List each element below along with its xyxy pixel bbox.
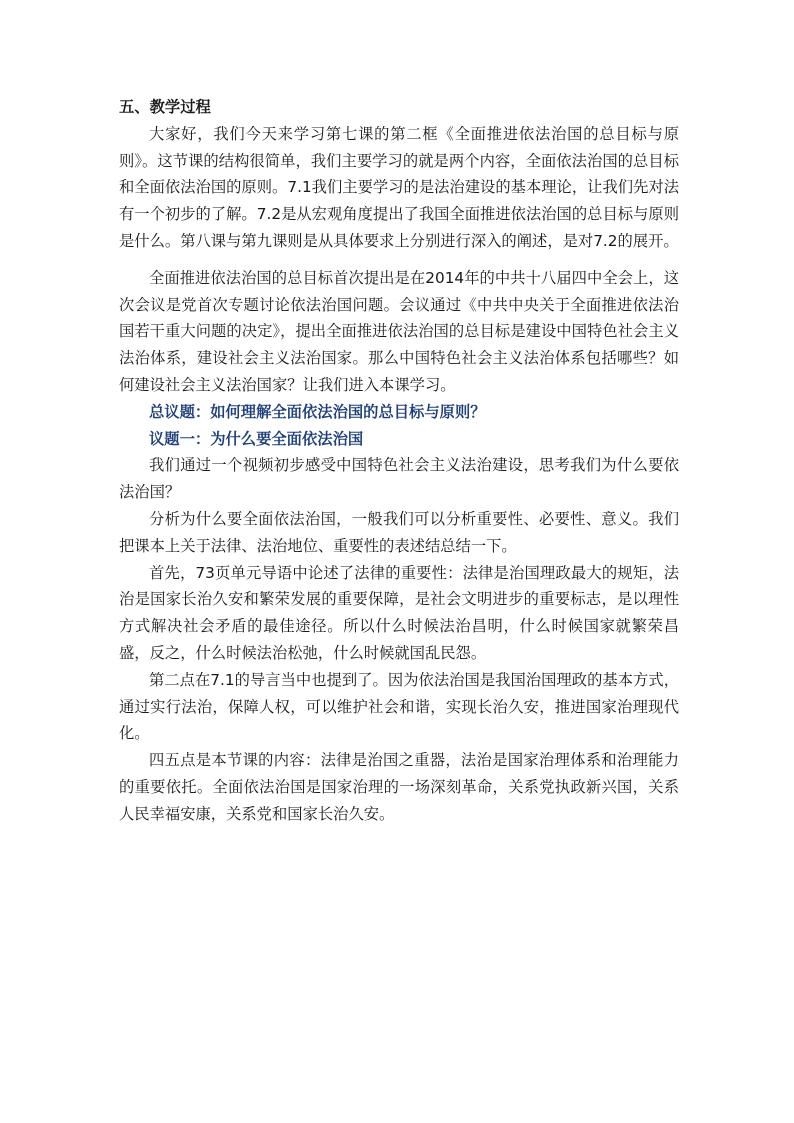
- section-title: 五、教学过程: [119, 98, 211, 116]
- paragraph-first-point: 首先，73页单元导语中论述了法律的重要性：法律是治国理政最大的规矩，法治是国家长治久安和繁荣发展的重要保障，是社会文明进步的重要标志，是以理性方式解决社会矛盾的最佳途径。所以什么时候法治昌明，什么时候国家就繁荣昌盛，反之，什么时候法治松弛，什么时候就国乱民怨。: [119, 563, 679, 662]
- topic-one: 议题一：为什么要全面依法治国: [149, 429, 364, 448]
- paragraph-fourth-fifth-point: 四五点是本节课的内容：法律是治国之重器，法治是国家治理体系和治理能力的重要依托。全面依法治国是国家治理的一场深刻革命，关系党执政新兴国，关系人民幸福安康，关系党和国家长治久安。: [119, 751, 679, 823]
- paragraph-intro: 大家好，我们今天来学习第七课的第二框《全面推进依法治国的总目标与原则》。这节课的结构很简单，我们主要学习的就是两个内容，全面依法治国的总目标和全面依法治国的原则。7.1我们主要学习的是法治建设的基本理论，让我们先对法有一个初步的了解。7.2是从宏观角度提出了我国全面推进依法治国的总目标与原则是什么。第八课与第九课则是从具体要求上分别进行深入的阐述，是对7.2的展开。: [119, 124, 679, 250]
- paragraph-video: 我们通过一个视频初步感受中国特色社会主义法治建设，思考我们为什么要依法治国？: [119, 456, 679, 502]
- document-body: [119, 94, 679, 828]
- paragraph-analysis: 分析为什么要全面依法治国，一般我们可以分析重要性、必要性、意义。我们把课本上关于法律、法治地位、重要性的表述结总结一下。: [119, 509, 679, 555]
- paragraph-second-point: 第二点在7.1的导言当中也提到了。因为依法治国是我国治国理政的基本方式，通过实行法治，保障人权，可以维护社会和谐，实现长治久安，推进国家治理现代化。: [119, 670, 679, 743]
- paragraph-gap: [119, 255, 679, 265]
- topic-general: 总议题：如何理解全面依法治国的总目标与原则？: [149, 402, 486, 421]
- paragraph-goal: 全面推进依法治国的总目标首次提出是在2014年的中共十八届四中全会上，这次会议是党首次专题讨论依法治国问题。会议通过《中共中央关于全面推进依法治国若干重大问题的决定》，提出全面推进依法治国的总目标是建设中国特色社会主义法治体系，建设社会主义法治国家。那么中国特色社会主义法治体系包括哪些？如何建设社会主义法治国家？让我们进入本课学习。: [119, 268, 679, 394]
